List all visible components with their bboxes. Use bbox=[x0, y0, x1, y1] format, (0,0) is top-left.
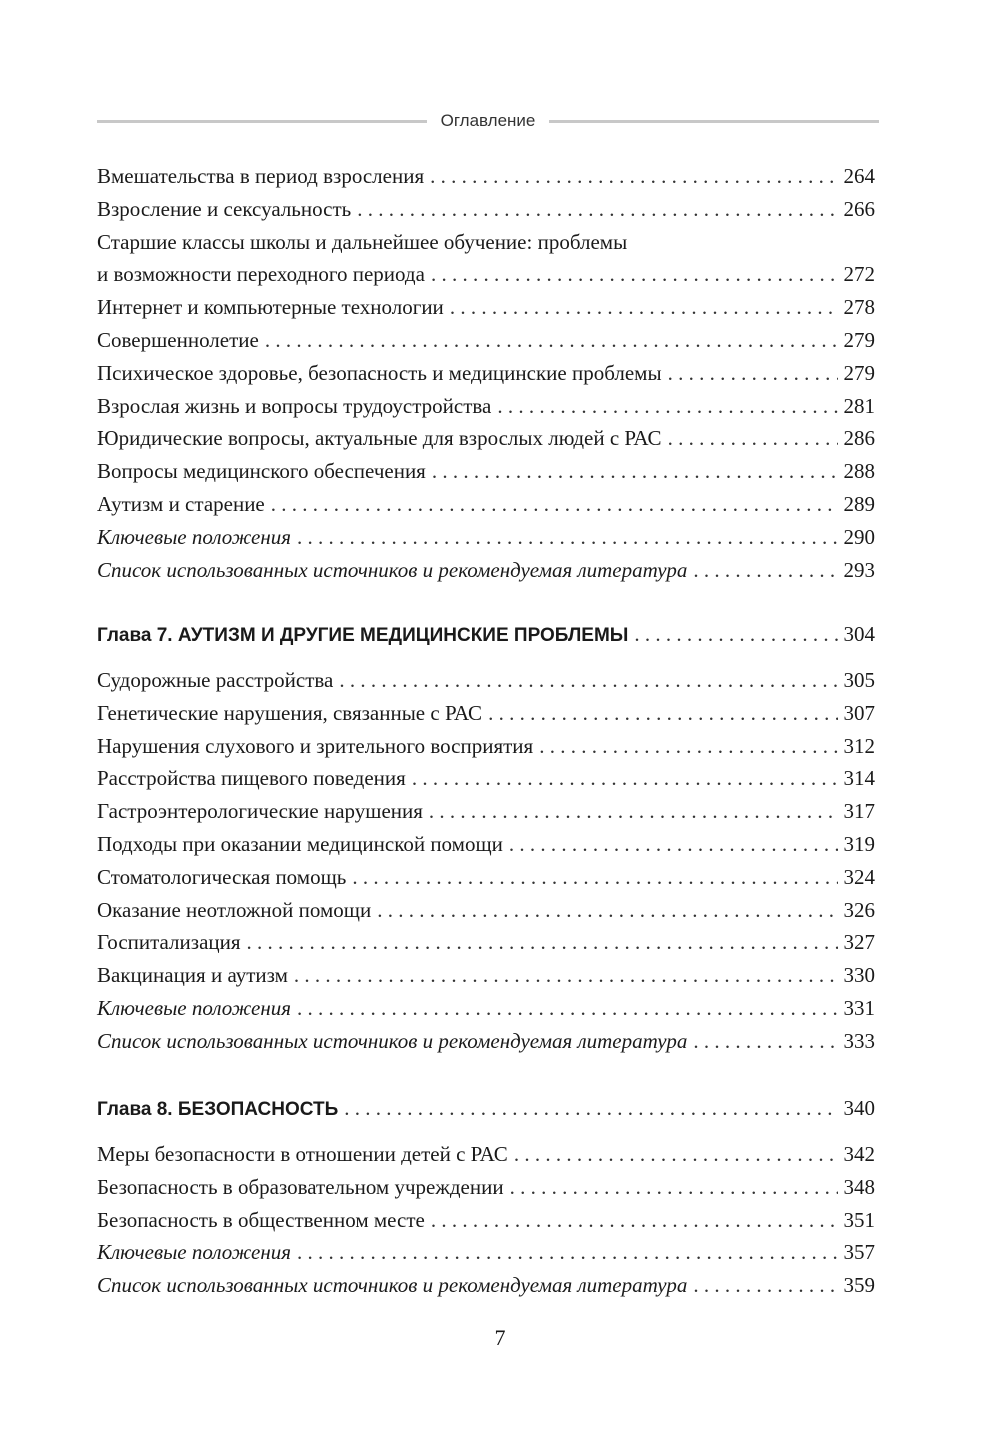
leader-dots bbox=[430, 160, 837, 193]
toc-section-chapter6-continued bbox=[97, 160, 875, 586]
toc-entry-label: Список использованных источников и рекомендуемая литература bbox=[97, 1028, 688, 1053]
toc-entry[interactable] bbox=[97, 697, 875, 730]
leader-dots bbox=[344, 1092, 837, 1125]
toc-entry-page: 327 bbox=[843, 930, 875, 955]
toc-chapter-7 bbox=[97, 618, 875, 651]
toc-chapter-7-entries bbox=[97, 664, 875, 1058]
toc-entry-page: 314 bbox=[843, 766, 875, 791]
toc-entry-label: и возможности переходного периода bbox=[97, 262, 425, 287]
chapter-title: Глава 8. БЕЗОПАСНОСТЬ bbox=[97, 1099, 339, 1120]
toc-entry-label: Совершеннолетие bbox=[97, 327, 259, 352]
toc-entry-page: 319 bbox=[843, 831, 875, 856]
toc-entry-label: Вмешательства в период взросления bbox=[97, 164, 425, 188]
toc-entry-page: 326 bbox=[843, 897, 875, 922]
toc-entry-label: Ключевые положения bbox=[97, 1240, 292, 1265]
toc-entry-page: 359 bbox=[843, 1273, 875, 1298]
leader-dots bbox=[510, 1171, 838, 1204]
toc-entry-label: Список использованных источников и рекомендуемая литература bbox=[97, 557, 688, 582]
chapter-page: 304 bbox=[843, 622, 875, 646]
toc-chapter-heading[interactable] bbox=[97, 1092, 875, 1125]
header-title: Оглавление bbox=[440, 111, 536, 130]
leader-dots bbox=[539, 730, 837, 763]
toc-entry[interactable] bbox=[97, 488, 875, 521]
page-number: 7 bbox=[494, 1325, 506, 1350]
toc-entry-label: Генетические нарушения, связанные с РАС bbox=[97, 700, 483, 725]
chapter-title: Глава 7. АУТИЗМ И ДРУГИЕ МЕДИЦИНСКИЕ ПРОБЛЕМЫ bbox=[97, 625, 629, 646]
leader-dots bbox=[693, 1269, 837, 1302]
toc-entry-page: 357 bbox=[843, 1240, 875, 1265]
toc-entry-page: 278 bbox=[843, 295, 875, 320]
toc-entry-label: Безопасность в общественном месте bbox=[97, 1207, 425, 1232]
toc-entry-label: Вопросы медицинского обеспечения bbox=[97, 459, 426, 484]
toc-entry-label: Госпитализация bbox=[97, 930, 241, 955]
toc-entry[interactable] bbox=[97, 795, 875, 828]
running-header bbox=[97, 108, 879, 134]
leader-dots bbox=[431, 1204, 838, 1237]
toc-entry[interactable] bbox=[97, 193, 875, 226]
leader-dots bbox=[693, 554, 837, 587]
toc-entry-references[interactable] bbox=[97, 1025, 875, 1058]
toc-entry-page: 305 bbox=[843, 668, 875, 692]
leader-dots bbox=[357, 193, 837, 226]
leader-dots bbox=[271, 488, 838, 521]
toc-entry-key-points[interactable] bbox=[97, 992, 875, 1025]
toc-entry-page: 324 bbox=[843, 864, 875, 889]
header-rule-right bbox=[549, 120, 879, 123]
toc-entry-label: Расстройства пищевого поведения bbox=[97, 766, 406, 791]
toc-entry[interactable] bbox=[97, 1204, 875, 1237]
leader-dots bbox=[294, 959, 838, 992]
toc-entry[interactable] bbox=[97, 926, 875, 959]
leader-dots bbox=[668, 422, 838, 455]
leader-dots bbox=[432, 455, 838, 488]
leader-dots bbox=[431, 258, 838, 291]
toc-entry-label: Судорожные расстройства bbox=[97, 668, 334, 692]
toc-entry[interactable] bbox=[97, 258, 875, 291]
toc-entry-label: Меры безопасности в отношении детей с РАС bbox=[97, 1142, 508, 1166]
toc-entry-page: 264 bbox=[843, 164, 875, 188]
toc-entry[interactable] bbox=[97, 1138, 875, 1171]
leader-dots bbox=[693, 1025, 837, 1058]
toc-entry[interactable] bbox=[97, 291, 875, 324]
toc-entry-label: Взросление и сексуальность bbox=[97, 196, 352, 221]
toc-entry-label: Подходы при оказании медицинской помощи bbox=[97, 831, 503, 856]
header-rule-left bbox=[97, 120, 427, 123]
toc-entry-label: Список использованных источников и рекомендуемая литература bbox=[97, 1273, 688, 1298]
leader-dots bbox=[429, 795, 838, 828]
toc-entry[interactable] bbox=[97, 828, 875, 861]
toc-entry-page: 288 bbox=[843, 459, 875, 484]
leader-dots bbox=[352, 861, 837, 894]
toc-chapter-8-entries bbox=[97, 1138, 875, 1302]
toc-entry[interactable] bbox=[97, 357, 875, 390]
toc-entry-page: 351 bbox=[843, 1207, 875, 1232]
toc-entry-page: 279 bbox=[843, 327, 875, 352]
leader-dots bbox=[297, 1236, 837, 1269]
toc-entry-page: 331 bbox=[843, 995, 875, 1020]
toc-entry-label: Вакцинация и аутизм bbox=[97, 963, 288, 988]
leader-dots bbox=[668, 357, 838, 390]
toc-entry-label: Оказание неотложной помощи bbox=[97, 897, 372, 922]
toc-entry-label: Юридические вопросы, актуальные для взрослых людей с РАС bbox=[97, 426, 662, 451]
toc-chapter-heading[interactable] bbox=[97, 618, 875, 651]
leader-dots bbox=[509, 828, 838, 861]
toc-chapter-8 bbox=[97, 1092, 875, 1125]
toc-entry[interactable] bbox=[97, 730, 875, 763]
leader-dots bbox=[514, 1138, 838, 1171]
toc-entry-key-points[interactable] bbox=[97, 1236, 875, 1269]
leader-dots bbox=[297, 521, 837, 554]
leader-dots bbox=[377, 894, 837, 927]
toc-entry-label: Безопасность в образовательном учреждении bbox=[97, 1174, 504, 1199]
toc-entry-page: 293 bbox=[843, 557, 875, 582]
toc-entry-label: Аутизм и старение bbox=[97, 491, 265, 516]
leader-dots bbox=[497, 390, 837, 423]
toc-entry-page: 307 bbox=[843, 700, 875, 725]
leader-dots bbox=[412, 762, 838, 795]
toc-entry-label: Стоматологическая помощь bbox=[97, 864, 347, 889]
leader-dots bbox=[488, 697, 837, 730]
toc-entry[interactable] bbox=[97, 422, 875, 455]
leader-dots bbox=[339, 664, 837, 697]
toc-entry-page: 312 bbox=[843, 733, 875, 758]
toc-entry-label: Нарушения слухового и зрительного восприятия bbox=[97, 733, 534, 758]
toc-entry-label: Ключевые положения bbox=[97, 995, 292, 1020]
toc-entry-page: 279 bbox=[843, 360, 875, 385]
toc-entry[interactable] bbox=[97, 1171, 875, 1204]
leader-dots bbox=[634, 618, 837, 651]
toc-entry-label: Взрослая жизнь и вопросы трудоустройства bbox=[97, 393, 492, 418]
toc-entry-label: Ключевые положения bbox=[97, 524, 292, 549]
leader-dots bbox=[297, 992, 837, 1025]
toc-entry-page: 342 bbox=[843, 1142, 875, 1166]
toc-entry-page: 330 bbox=[843, 963, 875, 988]
toc-entry-page: 290 bbox=[843, 524, 875, 549]
toc-entry-label: Психическое здоровье, безопасность и медицинские проблемы bbox=[97, 360, 662, 385]
toc-entry[interactable] bbox=[97, 455, 875, 488]
toc-entry[interactable] bbox=[97, 762, 875, 795]
toc-entry-key-points[interactable] bbox=[97, 521, 875, 554]
toc-entry[interactable] bbox=[97, 959, 875, 992]
chapter-page: 340 bbox=[843, 1096, 875, 1120]
toc-entry-references[interactable] bbox=[97, 1269, 875, 1302]
leader-dots bbox=[450, 291, 838, 324]
toc-entry[interactable] bbox=[97, 894, 875, 927]
toc-entry[interactable] bbox=[97, 664, 875, 697]
toc-entry-page: 333 bbox=[843, 1028, 875, 1053]
toc-entry-label: Интернет и компьютерные технологии bbox=[97, 295, 444, 320]
toc-entry-page: 317 bbox=[843, 799, 875, 824]
toc-entry-label-line1[interactable]: Старшие классы школы и дальнейшее обучение: проблемы bbox=[97, 229, 628, 254]
toc-entry[interactable] bbox=[97, 324, 875, 357]
toc-entry[interactable] bbox=[97, 861, 875, 894]
toc-entry[interactable] bbox=[97, 160, 875, 193]
toc-entry-page: 348 bbox=[843, 1174, 875, 1199]
leader-dots bbox=[265, 324, 838, 357]
toc-entry-page: 286 bbox=[843, 426, 875, 451]
toc-entry[interactable] bbox=[97, 390, 875, 423]
toc-entry-page: 272 bbox=[843, 262, 875, 287]
toc-entry-page: 289 bbox=[843, 491, 875, 516]
toc-entry-label: Гастроэнтерологические нарушения bbox=[97, 799, 423, 824]
toc-entry-page: 281 bbox=[843, 393, 875, 418]
toc-entry-page: 266 bbox=[843, 196, 875, 221]
toc-entry-references[interactable] bbox=[97, 554, 875, 587]
leader-dots bbox=[247, 926, 838, 959]
